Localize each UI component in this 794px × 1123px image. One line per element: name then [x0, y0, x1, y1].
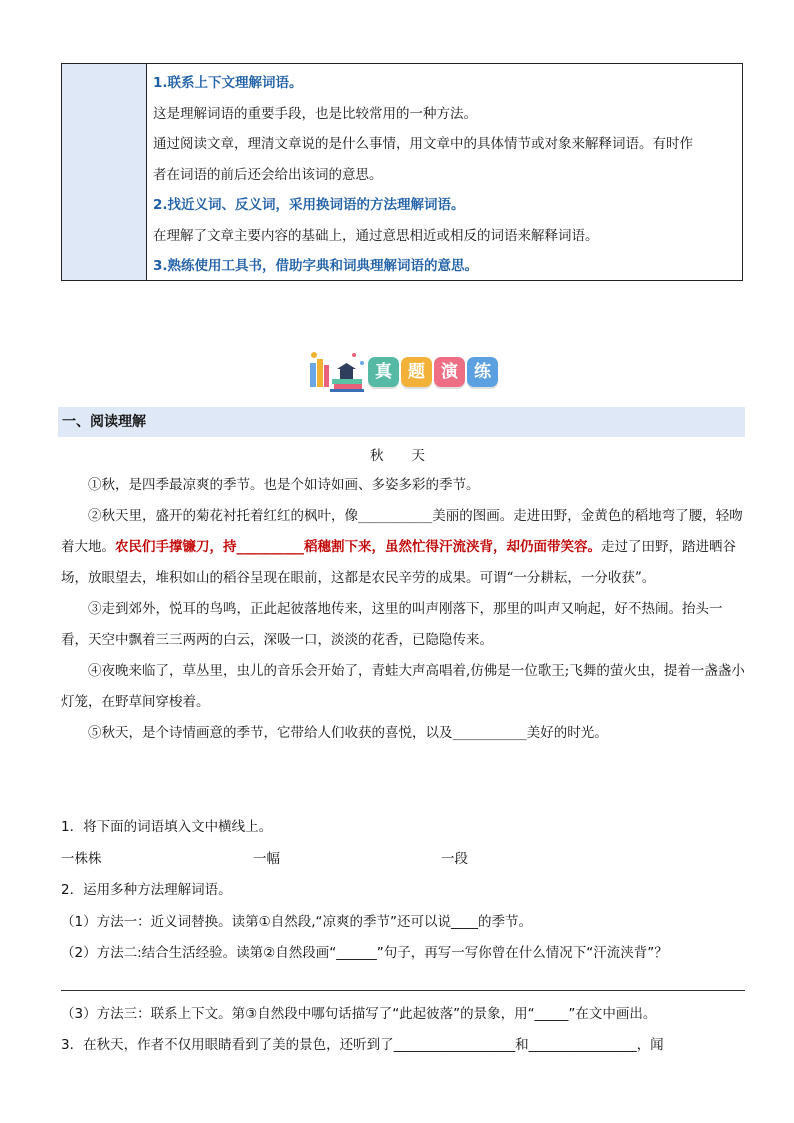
question-2-3: （3）方法三：联系上下文。第③自然段中哪句话描写了“此起彼落”的景象，用“_____”在文中画出。 — [61, 1005, 657, 1022]
answer-line[interactable] — [61, 990, 745, 991]
section-header — [58, 407, 745, 437]
method-text-2b: 者在词语的前后还会给出该词的意思。 — [153, 166, 383, 183]
paragraph-1: ①秋，是四季最凉爽的季节。也是个如诗如画、多姿多彩的季节。 — [88, 477, 480, 493]
questions — [61, 812, 745, 1062]
word-choice-1: 一株株 — [61, 850, 102, 867]
section-title: 一、阅读理解 — [62, 414, 146, 430]
method-table-content — [147, 64, 742, 280]
method-heading-1: 1.联系上下文理解词语。 — [153, 75, 303, 91]
poem-title: 秋天 — [370, 448, 453, 464]
question-2: 2．运用多种方法理解词语。 — [61, 882, 232, 898]
banner-char-1: 真 — [368, 357, 399, 387]
reading-passage — [61, 470, 745, 749]
paragraph-2-part-b: 走过了田野，踏进晒谷场，放眼望去，堆积如山的稻谷呈现在眼前，这都是农民辛劳的成果。可谓“一分耕耘，一分收获”。 — [61, 539, 736, 586]
practice-banner — [306, 349, 496, 393]
question-2-1: （1）方法一：近义词替换。读第①自然段,“凉爽的季节”还可以说____的季节。 — [61, 913, 532, 930]
method-heading-2: 2.找近义词、反义词，采用换词语的方法理解词语。 — [153, 197, 465, 213]
word-choice-3: 一段 — [441, 850, 468, 867]
paragraph-2 — [61, 501, 745, 594]
paragraph-2-part-a: ②秋天里，盛开的菊花衬托着红红的枫叶，像___________美丽的图画。走进田野，金黄色的稻地弯了腰，轻吻着大地。 — [61, 508, 743, 555]
paragraph-2-highlight: 农民们手撑镰刀，持__________稻穗割下来，虽然忙得汗流浃背，却仍面带笑容。 — [115, 539, 601, 555]
method-heading-3: 3.熟练使用工具书，借助字典和词典理解词语的意思。 — [153, 258, 479, 274]
paragraph-4: ④夜晚来临了，草丛里，虫儿的音乐会开始了，青蛙大声高唱着,仿佛是一位歌王;飞舞的萤火虫，提着一盏盏小灯笼，在野草间穿梭着。 — [61, 663, 745, 710]
question-3: 3．在秋天，作者不仅用眼睛看到了美的景色，还听到了__________________和________________，闻 — [61, 1037, 664, 1053]
method-text-3: 在理解了文章主要内容的基础上，通过意思相近或相反的词语来解释词语。 — [153, 227, 599, 244]
banner-char-3: 演 — [434, 357, 465, 387]
banner-char-2: 题 — [401, 357, 432, 387]
books-icon — [306, 349, 366, 393]
method-table — [61, 63, 743, 281]
word-choices — [61, 844, 745, 876]
paragraph-5: ⑤秋天，是个诗情画意的季节，它带给人们收获的喜悦，以及___________美好的时光。 — [88, 725, 608, 741]
question-1: 1．将下面的词语填入文中横线上。 — [61, 819, 273, 835]
method-text-2a: 通过阅读文章，理清文章说的是什么事情，用文章中的具体情节或对象来解释词语。有时作 — [153, 136, 693, 152]
paragraph-3: ③走到郊外，悦耳的鸟鸣，正此起彼落地传来，这里的叫声刚落下，那里的叫声又响起，好不热闹。抬头一看，天空中飘着三三两两的白云，深吸一口，淡淡的花香，已隐隐传来。 — [61, 601, 723, 648]
word-choice-2: 一幅 — [253, 850, 280, 867]
banner-char-4: 练 — [467, 357, 498, 387]
question-2-2: （2）方法二:结合生活经验。读第②自然段画“______”句子，再写一写你曾在什么情况下“汗流浃背”？ — [61, 945, 668, 961]
method-table-left-cell — [62, 64, 147, 280]
method-text-1: 这是理解词语的重要手段，也是比较常用的一种方法。 — [153, 105, 477, 122]
